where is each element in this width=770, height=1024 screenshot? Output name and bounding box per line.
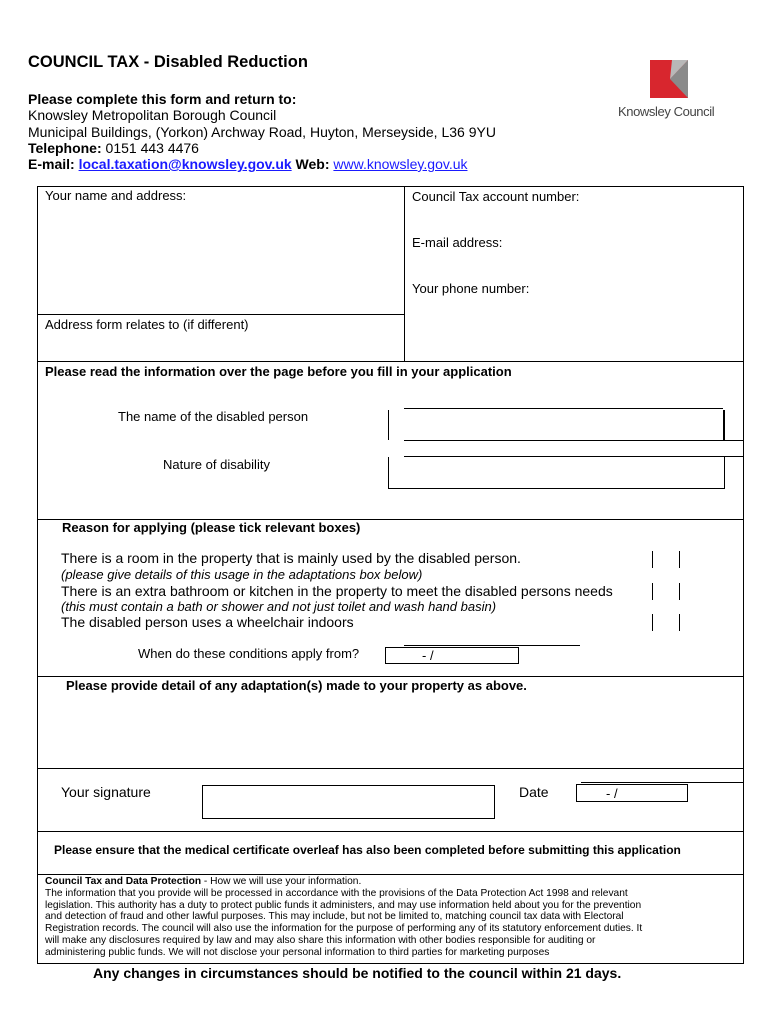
name-field-left-line: [388, 410, 389, 440]
web-label: Web:: [295, 156, 330, 172]
contact-line: [28, 156, 468, 172]
reason-option-wheelchair: The disabled person uses a wheelchair indoors: [61, 614, 354, 630]
address-relates-field[interactable]: [40, 333, 400, 359]
disability-nature-label: Nature of disability: [163, 457, 270, 472]
page-title: COUNCIL TAX - Disabled Reduction: [28, 53, 308, 71]
data-protection-line: legislation. This authority has a duty to protect public funds it administers, and may use information held about you for the prevention: [45, 899, 642, 911]
conditions-date-top-line: [404, 645, 580, 646]
reason-option-room: There is a room in the property that is mainly used by the disabled person.: [61, 550, 521, 566]
data-protection-line: administering public funds. We will not disclose your personal information to third parties for marketing purposes: [45, 946, 550, 958]
data-protection-subheading: - How we will use your information.: [201, 876, 362, 887]
signature-label: Your signature: [61, 784, 151, 800]
name-field-top-line: [404, 408, 723, 409]
telephone-label: Telephone:: [28, 140, 102, 156]
medical-section-bottom: [37, 874, 744, 875]
address-relates-label: Address form relates to (if different): [45, 317, 249, 332]
reason-option-bathroom: There is an extra bathroom or kitchen in the property to meet the disabled persons needs: [61, 583, 613, 599]
logo-icon: [650, 60, 688, 98]
data-protection-heading: Council Tax and Data Protection: [45, 876, 202, 887]
reason-option-bathroom-note: (this must contain a bath or shower and not just toilet and wash hand basin): [61, 599, 497, 614]
medical-certificate-notice: Please ensure that the medical certificate overleaf has also been completed before submitting this application: [54, 843, 681, 857]
adaptation-heading: Please provide detail of any adaptation(s) made to your property as above.: [66, 678, 527, 693]
signature-date-top-line: [581, 782, 744, 783]
telephone-line: [28, 140, 199, 156]
council-logo: [618, 60, 722, 124]
data-protection-line: will make any disclosures required by law and may also share this information with other bodies responsible for auditing or: [45, 934, 596, 946]
web-link[interactable]: www.knowsley.gov.uk: [333, 156, 468, 172]
reason-section-bottom: [37, 676, 744, 677]
email-link[interactable]: local.taxation@knowsley.gov.uk: [78, 156, 292, 172]
name-field-right-line: [723, 410, 725, 440]
disabled-name-field[interactable]: [390, 410, 723, 440]
signature-date-label: Date: [519, 784, 549, 800]
conditions-date-field[interactable]: [385, 647, 519, 664]
signature-section-bottom: [37, 831, 744, 832]
contact-section-bottom: [37, 361, 744, 362]
council-name: Knowsley Metropolitan Borough Council: [28, 107, 277, 123]
name-field-bottom-line: [404, 440, 744, 441]
data-protection-line: and detection of fraud and other lawful purposes. This may include, but not be limited to, matching council tax data with Electoral: [45, 911, 624, 923]
signature-field[interactable]: [202, 785, 495, 819]
email-label: E-mail:: [28, 156, 75, 172]
name-address-divider: [37, 314, 404, 315]
logo-wordmark: Knowsley Council: [618, 104, 715, 119]
phone-number-label: Your phone number:: [412, 281, 530, 296]
conditions-date-label: When do these conditions apply from?: [138, 646, 360, 661]
council-address: Municipal Buildings, (Yorkon) Archway Road, Huyton, Merseyside, L36 9YU: [28, 124, 496, 140]
conditions-date-placeholder: - /: [422, 648, 434, 663]
disabled-name-label: The name of the disabled person: [118, 409, 309, 424]
tick-box-wheelchair[interactable]: [650, 614, 682, 631]
contact-divider: [404, 186, 405, 361]
name-address-label: Your name and address:: [45, 188, 187, 203]
return-instruction: Please complete this form and return to:: [28, 91, 297, 107]
reason-option-room-note: (please give details of this usage in the adaptations box below): [61, 567, 423, 582]
telephone-number: 0151 443 4476: [105, 140, 199, 156]
name-address-field[interactable]: [40, 204, 400, 310]
tick-box-bathroom[interactable]: [650, 583, 682, 600]
disability-nature-field[interactable]: [388, 457, 725, 489]
adaptation-details-field[interactable]: [40, 696, 740, 766]
signature-date-placeholder: - /: [606, 786, 618, 801]
data-protection-text: [45, 888, 642, 958]
data-protection-title: [45, 876, 361, 888]
data-protection-line: Registration records. The council will also use the information for the purpose of performing any of its statutory enforcement duties. It: [45, 923, 643, 935]
signature-date-field[interactable]: [576, 784, 688, 802]
account-number-label: Council Tax account number:: [412, 189, 580, 204]
reason-heading: Reason for applying (please tick relevant boxes): [62, 520, 361, 535]
data-protection-line: The information that you provide will be processed in accordance with the provisions of the Data Protection Act 1998 and relevant: [45, 888, 628, 899]
tick-box-room[interactable]: [650, 551, 682, 568]
email-address-label: E-mail address:: [412, 235, 503, 250]
changes-notice: Any changes in circumstances should be notified to the council within 21 days.: [93, 965, 622, 981]
read-info-notice: Please read the information over the page before you fill in your application: [45, 364, 512, 379]
adaptation-section-bottom: [37, 768, 744, 769]
